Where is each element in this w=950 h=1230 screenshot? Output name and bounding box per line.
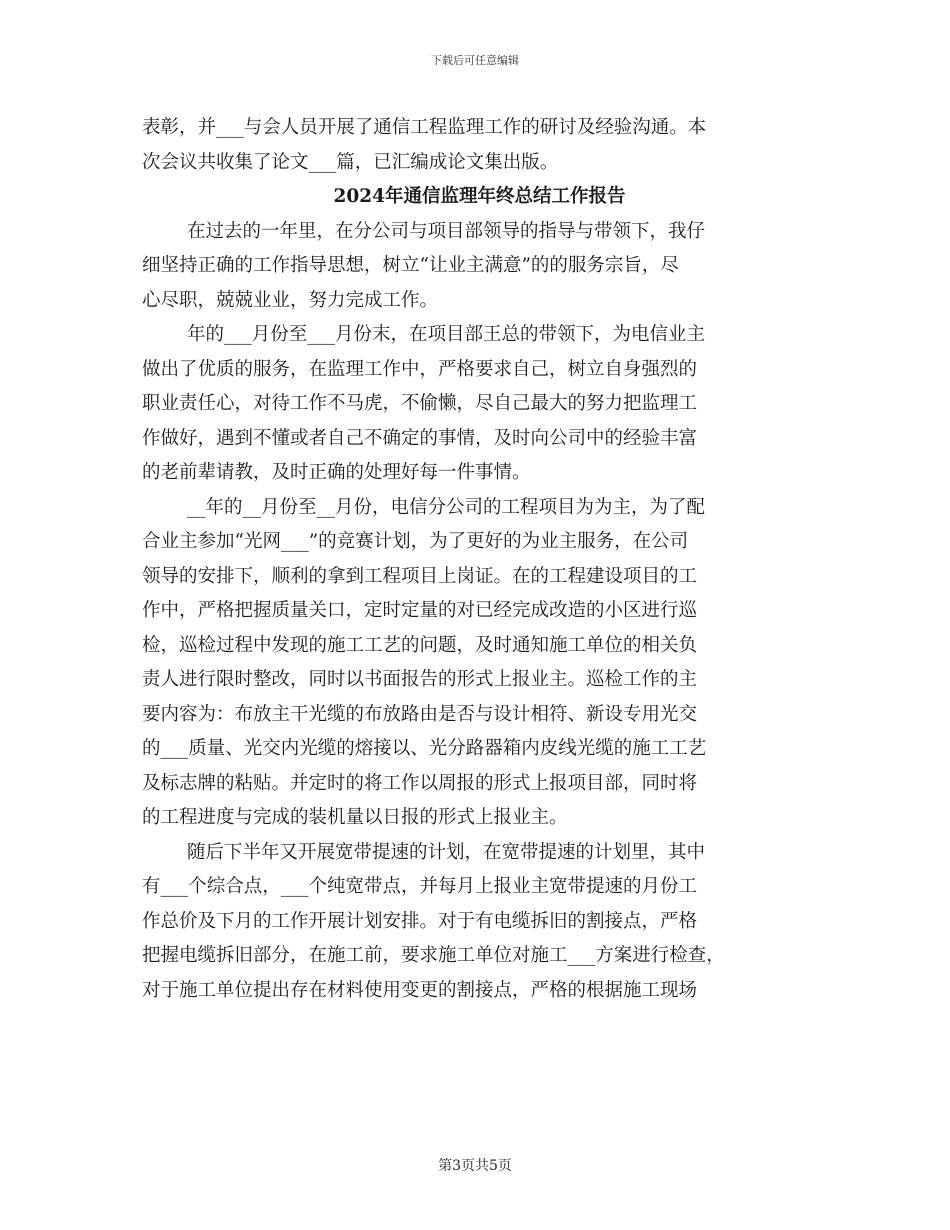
document-body [142,111,817,1008]
text-line: 检，巡检过程中发现的施工工艺的问题，及时通知施工单位的相关负 [142,634,698,656]
paragraph-start-line: 随后下半年又开展宽带提速的计划，在宽带提速的计划里，其中 [187,841,706,863]
text-line: 有___个综合点，___个纯宽带点，并每月上报业主宽带提速的月份工 [142,876,698,897]
text-line: 作做好，遇到不懂或者自己不确定的事情，及时向公司中的经验丰富 [142,427,698,449]
text-line: 细坚持正确的工作指导思想，树立“让业主满意”的的服务宗旨，尽 [142,255,679,276]
text-line: 要内容为：布放主干光缆的布放路由是否与设计相符、新设专用光交 [142,703,698,725]
text-line: 对于施工单位提出存在材料使用变更的割接点，严格的根据施工现场 [142,979,698,1001]
text-line: 作中，严格把握质量关口，定时定量的对已经完成改造的小区进行巡 [142,600,698,621]
text-line: 责人进行限时整改，同时以书面报告的形式上报业主。巡检工作的主 [142,669,698,690]
page-header: 下载后可任意编辑 [431,54,519,67]
text-line: 把握电缆拆旧部分，在施工前，要求施工单位对施工___方案进行检查， [142,945,725,966]
document-title: 2024年通信监理年终总结工作报告 [333,186,626,207]
text-line: 次会议共收集了论文___篇，已汇编成论文集出版。 [142,151,559,173]
text-line: 的___质量、光交内光缆的熔接以、光分路器箱内皮线光缆的施工工艺 [142,738,707,759]
page-number: 第3页共5页 [438,1158,512,1174]
text-line: 的老前辈请教，及时正确的处理好每一件事情。 [142,462,531,483]
text-line: 做出了优质的服务，在监理工作中，严格要求自己，树立自身强烈的 [142,358,698,380]
paragraph-start-line: __年的__月份至__月份，电信分公司的工程项目为为主，为了配 [187,496,706,518]
text-line: 的工程进度与完成的装机量以日报的形式上报业主。 [142,807,568,828]
text-line: 作总价及下月的工作开展计划安排。对于有电缆拆旧的割接点，严格 [142,910,698,932]
paragraph-start-line: 在过去的一年里，在分公司与项目部领导的指导与带领下，我仔 [187,220,706,242]
text-line: 表彰，并___与会人员开展了通信工程监理工作的研讨及经验沟通。本 [142,117,707,138]
text-line: 心尽职，兢兢业业，努力完成工作。 [142,289,439,311]
text-line: 职业责任心，对待工作不马虎，不偷懒，尽自己最大的努力把监理工 [142,393,698,414]
text-line: 合业主参加“光网___”的竞赛计划，为了更好的为业主服务，在公司 [142,531,689,552]
text-line: 领导的安排下，顺利的拿到工程项目上岗证。在的工程建设项目的工 [142,565,698,587]
paragraph-start-line: 年的___月份至___月份末，在项目部王总的带领下，为电信业主 [187,324,706,345]
text-line: 及标志牌的粘贴。并定时的将工作以周报的形式上报项目部，同时将 [142,772,698,794]
